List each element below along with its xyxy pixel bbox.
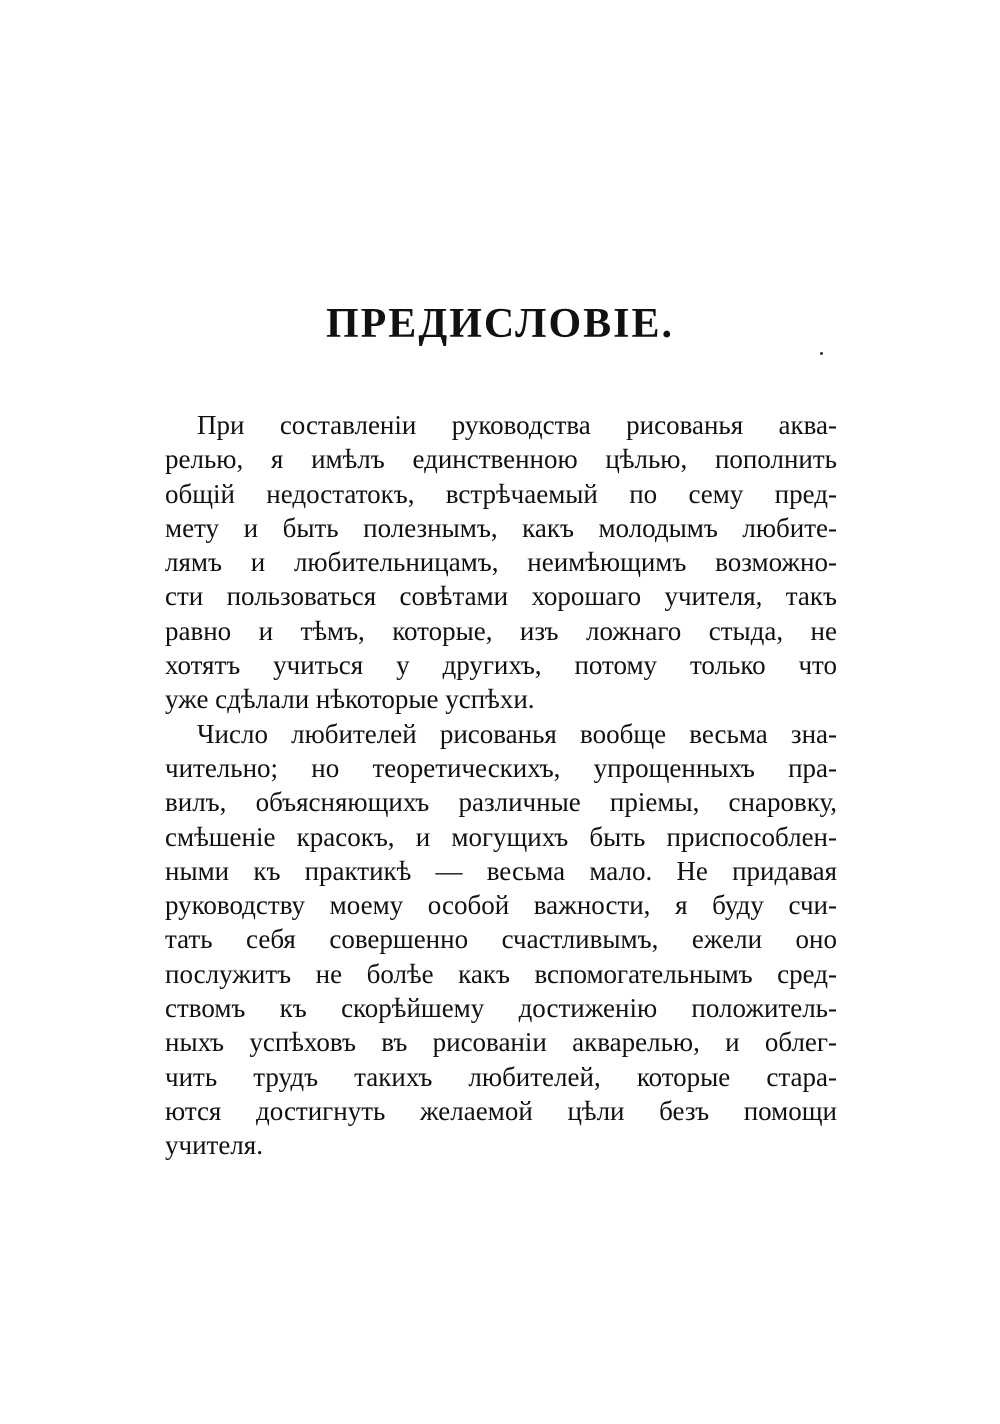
text-line: мету и быть полезнымъ, какъ молодымъ любите- xyxy=(165,512,837,543)
page-title: ПРЕДИСЛОВІЕ. xyxy=(325,301,675,347)
text-line: лямъ и любительницамъ, неимѣющимъ возможно- xyxy=(165,547,837,578)
text-line: Число любителей рисованья вообще весьма зна- xyxy=(197,718,837,749)
text-line: уже сдѣлали нѣкоторые успѣхи. xyxy=(165,684,535,715)
text-line: учителя. xyxy=(165,1130,263,1161)
paragraph-2 xyxy=(165,717,837,1163)
text-line: ныхъ успѣховъ въ рисованіи акварелью, и облег- xyxy=(165,1027,837,1058)
text-line: чительно; но теоретическихъ, упрощенныхъ пра- xyxy=(165,752,837,783)
text-line: хотятъ учиться у другихъ, потому только что xyxy=(165,650,837,681)
preface-body xyxy=(165,408,837,1163)
text-line: послужитъ не болѣе какъ вспомогательнымъ сред- xyxy=(165,958,837,989)
text-line: ствомъ къ скорѣйшему достиженію положитель- xyxy=(165,993,837,1024)
text-line: тать себя совершенно счастливымъ, ежели оно xyxy=(165,924,837,955)
text-line: ными къ практикѣ — весьма мало. Не придавая xyxy=(165,855,837,886)
text-line: равно и тѣмъ, которые, изъ ложнаго стыда, не xyxy=(165,615,837,646)
text-line: смѣшеніе красокъ, и могущихъ быть приспособлен- xyxy=(165,821,837,852)
ink-speck xyxy=(820,352,823,355)
text-line: релью, я имѣлъ единственною цѣлью, пополнить xyxy=(165,444,837,475)
text-line: руководству моему особой важности, я буду счи- xyxy=(165,890,837,921)
text-line: сти пользоваться совѣтами хорошаго учителя, такъ xyxy=(165,581,837,612)
text-line: ются достигнуть желаемой цѣли безъ помощи xyxy=(165,1095,837,1126)
paragraph-1 xyxy=(165,408,837,717)
text-line: чить трудъ такихъ любителей, которые стара- xyxy=(165,1061,837,1092)
text-line: При составленіи руководства рисованья аква- xyxy=(197,410,837,440)
text-line: общій недостатокъ, встрѣчаемый по сему пред- xyxy=(165,478,837,509)
text-line: вилъ, объясняющихъ различные пріемы, снаровку, xyxy=(165,787,837,818)
